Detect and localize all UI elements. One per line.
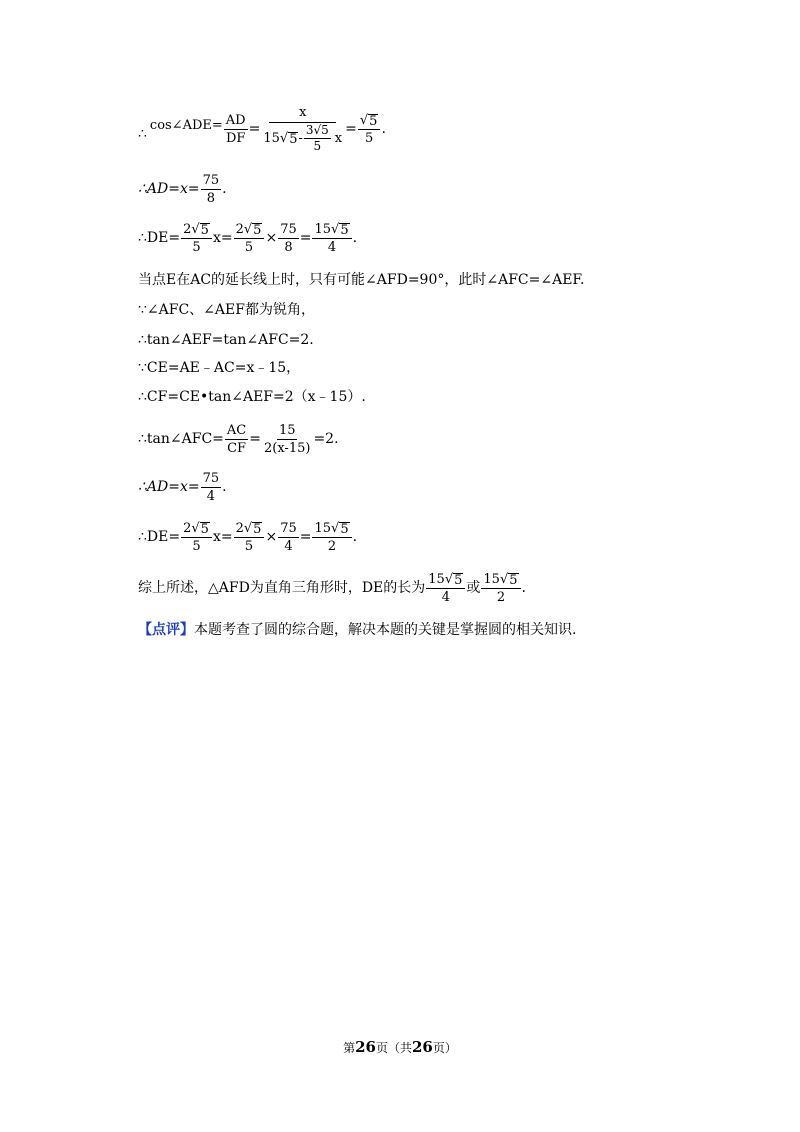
solution-line-ce: ∵CE=AE﹣AC=x﹣15， xyxy=(138,360,301,376)
fraction-2sqrt5-over-5: 2 √ 5 5 xyxy=(181,222,212,255)
fraction-15-over-2x-15: $\frac{15}{2(x-15)}$ xyxy=(263,422,311,456)
fraction-2sqrt5-over-5: 2 √ 5 5 xyxy=(234,222,265,255)
fraction-numerator: x xyxy=(269,105,336,123)
cos-ade-label: cos∠ADE= xyxy=(149,118,223,133)
solution-line-ad-75-4: ∴AD=x= $\frac{75}{4}$ . xyxy=(138,470,227,504)
times-sign: × xyxy=(265,230,278,246)
fraction-15sqrt5-over-2: 15 √ 5 2 xyxy=(481,572,520,605)
solution-line-acute-angles: ∵∠AFC、∠AEF都为锐角， xyxy=(138,302,315,318)
solution-line-tan-equal: ∴tan∠AEF=tan∠AFC=2. xyxy=(138,332,314,348)
coefficient-15: 15 xyxy=(263,131,280,146)
fraction-denominator: 5 xyxy=(365,130,374,146)
solution-line-de-case1: ∴DE= 2 √ 5 5 x= 2 √ 5 5 × $\frac{75}{8}$ = 15 √ 5 4 . xyxy=(138,221,358,255)
variable-x: x xyxy=(334,131,343,146)
fraction-sqrt5-over-5 xyxy=(358,113,381,146)
fraction-75-over-8: $\frac{75}{8}$ xyxy=(280,221,297,255)
page-footer: 第26页（共26页） xyxy=(343,1038,457,1056)
fraction-75-over-4: $\frac{75}{4}$ xyxy=(202,470,220,504)
solution-line-ad-75-8: ∴AD=x= $\frac{75}{8}$ . xyxy=(138,172,227,206)
sqrt-5: √ 5 xyxy=(279,130,298,147)
equals-sign: = xyxy=(345,121,357,137)
solution-line-case2-intro: 当点E在AC的延长线上时，只有可能∠AFD=90°，此时∠AFC=∠AEF. xyxy=(138,272,585,288)
fraction-2sqrt5-over-5: 2 √ 5 5 xyxy=(234,521,265,554)
fraction-x-over-expression xyxy=(261,105,344,153)
current-page-number: 26 xyxy=(355,1038,376,1056)
fraction-denominator xyxy=(261,123,344,153)
solution-line-de-case2: ∴DE= 2 √ 5 5 x= 2 √ 5 5 × $\frac{75}{4}$ = 15 √ 5 2 . xyxy=(138,520,358,554)
solution-line-cos-ade: ∴ cos∠ADE= $\frac{AD}{DF}$ = x 15 √ 5 - $\frac{3√5}{5}$ x = √ 5 5 . xyxy=(138,105,386,153)
fraction-numerator: AD xyxy=(225,112,246,128)
solution-line-cf: ∴CF=CE•tan∠AEF=2（x﹣15）. xyxy=(138,389,366,405)
solution-line-tan-afc: ∴tan∠AFC= $\frac{AC}{CF}$ = $\frac{15}{2(x-15)}$ =2. xyxy=(138,422,339,456)
total-page-number: 26 xyxy=(412,1038,433,1056)
comment-text: 本题考查了圆的综合题，解决本题的关键是掌握圆的相关知识. xyxy=(194,622,577,638)
fraction-3sqrt5-over-5: $\frac{3√5}{5}$ xyxy=(305,123,329,153)
fraction-ac-cf: $\frac{AC}{CF}$ xyxy=(226,422,247,456)
comment-tag: 【点评】 xyxy=(138,622,194,638)
fraction-15sqrt5-over-4: 15 √ 5 4 xyxy=(312,222,351,255)
fraction-75-over-4: $\frac{75}{4}$ xyxy=(280,520,297,554)
fraction-ad-df xyxy=(224,113,248,146)
fraction-15sqrt5-over-2: 15 √ 5 2 xyxy=(312,521,351,554)
comment-line xyxy=(138,620,576,640)
fraction-15sqrt5-over-4: 15 √ 5 4 xyxy=(426,572,465,605)
fraction-denominator: DF xyxy=(225,130,246,146)
fraction-2sqrt5-over-5: 2 √ 5 5 xyxy=(181,521,212,554)
therefore-symbol: ∴ xyxy=(138,126,147,142)
fraction-numerator: √ 5 xyxy=(358,113,381,130)
minus-sign: - xyxy=(298,131,303,146)
times-sign: × xyxy=(265,529,278,545)
solution-line-conclusion: 综上所述，△AFD为直角三角形时，DE的长为 15 √ 5 4 或 15 √ 5 2 . xyxy=(138,571,526,605)
fraction-75-over-8: $\frac{75}{8}$ xyxy=(202,172,220,206)
equals-sign: = xyxy=(248,121,261,137)
